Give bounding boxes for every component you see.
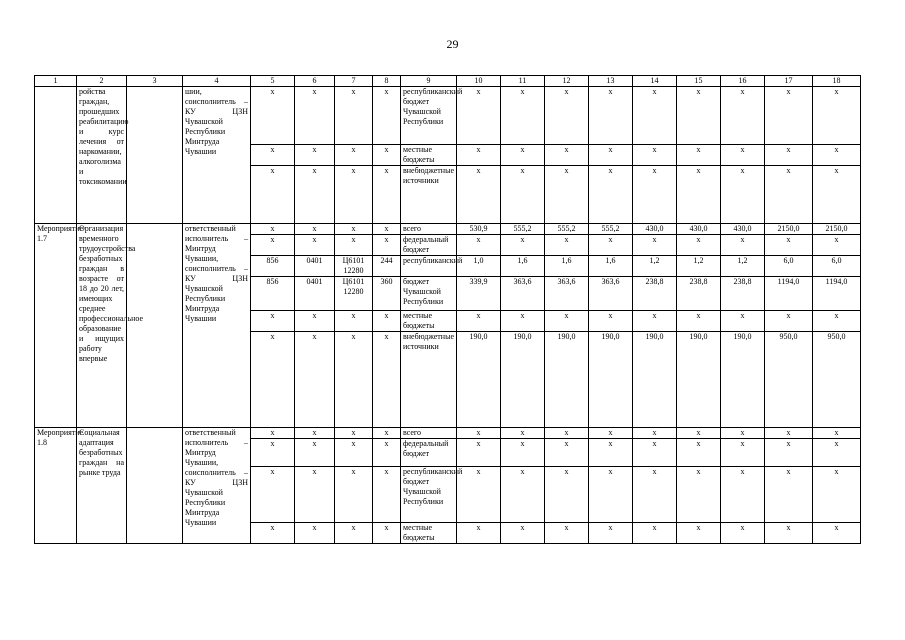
grbs-cell: x <box>251 428 295 439</box>
amount-cell: 238,8 <box>633 277 677 311</box>
funding-source-cell: федеральный бюджет <box>401 439 457 467</box>
target-article-cell: Ц6101 12280 <box>335 277 373 311</box>
expense-group-cell: 244 <box>373 256 401 277</box>
amount-cell: x <box>633 145 677 166</box>
amount-cell: x <box>501 87 545 145</box>
expense-group-cell: x <box>373 166 401 224</box>
header-cell: 15 <box>677 76 721 87</box>
event-name-cell: ройства граждан, прошедших реабилитацию и курс лечения от наркомании, алкоголизма и токсикомании <box>77 87 127 224</box>
grbs-cell: x <box>251 224 295 235</box>
amount-cell: x <box>721 428 765 439</box>
amount-cell: 190,0 <box>545 332 589 428</box>
amount-cell: 555,2 <box>545 224 589 235</box>
table-row <box>35 87 861 145</box>
amount-cell: x <box>677 467 721 523</box>
section-cell: x <box>295 428 335 439</box>
amount-cell: 1,2 <box>721 256 765 277</box>
table-row <box>35 428 861 439</box>
target-article-cell: x <box>335 145 373 166</box>
amount-cell: 2150,0 <box>813 224 861 235</box>
section-cell: x <box>295 523 335 544</box>
funding-source-cell: местные бюджеты <box>401 523 457 544</box>
expense-group-cell: x <box>373 428 401 439</box>
amount-cell: 950,0 <box>765 332 813 428</box>
amount-cell: x <box>545 87 589 145</box>
amount-cell: 190,0 <box>633 332 677 428</box>
amount-cell: x <box>765 311 813 332</box>
amount-cell: x <box>633 235 677 256</box>
amount-cell: 238,8 <box>677 277 721 311</box>
funding-source-cell: бюджет Чувашской Республики <box>401 277 457 311</box>
funding-source-cell: республиканский бюджет Чувашской Республики <box>401 467 457 523</box>
header-cell: 14 <box>633 76 677 87</box>
header-row <box>35 76 861 87</box>
amount-cell: x <box>721 145 765 166</box>
amount-cell: x <box>589 467 633 523</box>
amount-cell: x <box>813 523 861 544</box>
amount-cell: x <box>813 439 861 467</box>
amount-cell: x <box>545 523 589 544</box>
amount-cell: x <box>589 145 633 166</box>
amount-cell: 190,0 <box>677 332 721 428</box>
amount-cell: x <box>457 87 501 145</box>
target-article-cell: x <box>335 87 373 145</box>
amount-cell: x <box>545 311 589 332</box>
amount-cell: x <box>545 235 589 256</box>
amount-cell: 2150,0 <box>765 224 813 235</box>
amount-cell: 1,6 <box>545 256 589 277</box>
target-article-cell: x <box>335 166 373 224</box>
amount-cell: 339,9 <box>457 277 501 311</box>
amount-cell: x <box>813 428 861 439</box>
funding-source-cell: внебюджетные источники <box>401 166 457 224</box>
section-cell: x <box>295 224 335 235</box>
target-article-cell: x <box>335 235 373 256</box>
executor-cell: ответственный исполнитель – Минтруд Чувашии, соисполнитель – КУ ЦЗН Чувашской Республики Минтруда Чувашии <box>183 224 251 428</box>
amount-cell: x <box>721 311 765 332</box>
subprogram-cell <box>127 87 183 224</box>
amount-cell: x <box>677 311 721 332</box>
amount-cell: x <box>721 439 765 467</box>
section-cell: x <box>295 166 335 224</box>
funding-source-cell: республиканский <box>401 256 457 277</box>
page-number: 29 <box>446 37 459 51</box>
amount-cell: 430,0 <box>677 224 721 235</box>
amount-cell: x <box>813 235 861 256</box>
target-article-cell: x <box>335 428 373 439</box>
header-cell: 4 <box>183 76 251 87</box>
amount-cell: x <box>677 87 721 145</box>
header-cell: 17 <box>765 76 813 87</box>
grbs-cell: x <box>251 87 295 145</box>
funding-source-cell: всего <box>401 428 457 439</box>
amount-cell: x <box>589 428 633 439</box>
amount-cell: x <box>545 439 589 467</box>
amount-cell: x <box>457 523 501 544</box>
event-number-cell: Мероприятие 1.7 <box>35 224 77 428</box>
target-article-cell: x <box>335 467 373 523</box>
amount-cell: x <box>813 145 861 166</box>
subprogram-cell <box>127 428 183 544</box>
amount-cell: x <box>721 166 765 224</box>
header-cell: 10 <box>457 76 501 87</box>
event-name-cell: Организация временного трудоустройства безработных граждан в возрасте от 18 до 20 лет, имеющих среднее профессиональное образование и ищущих работу впервые <box>77 224 127 428</box>
grbs-cell: 856 <box>251 277 295 311</box>
event-name-cell: Социальная адаптация безработных граждан на рынке труда <box>77 428 127 544</box>
header-cell: 6 <box>295 76 335 87</box>
amount-cell: 430,0 <box>721 224 765 235</box>
amount-cell: x <box>457 311 501 332</box>
header-cell: 2 <box>77 76 127 87</box>
amount-cell: x <box>501 311 545 332</box>
amount-cell: x <box>589 523 633 544</box>
expense-group-cell: x <box>373 439 401 467</box>
grbs-cell: 856 <box>251 256 295 277</box>
header-cell: 8 <box>373 76 401 87</box>
amount-cell: x <box>457 439 501 467</box>
executor-cell: ответственный исполнитель – Минтруд Чувашии, соисполнитель – КУ ЦЗН Чувашской Республики Минтруда Чувашии <box>183 428 251 544</box>
grbs-cell: x <box>251 467 295 523</box>
amount-cell: x <box>545 166 589 224</box>
funding-source-cell: внебюджетные источники <box>401 332 457 428</box>
amount-cell: 363,6 <box>545 277 589 311</box>
amount-cell: x <box>765 145 813 166</box>
funding-source-cell: федеральный бюджет <box>401 235 457 256</box>
amount-cell: x <box>457 145 501 166</box>
amount-cell: x <box>633 87 677 145</box>
amount-cell: x <box>633 428 677 439</box>
amount-cell: x <box>813 467 861 523</box>
grbs-cell: x <box>251 332 295 428</box>
funding-source-cell: всего <box>401 224 457 235</box>
header-cell: 16 <box>721 76 765 87</box>
amount-cell: 363,6 <box>589 277 633 311</box>
target-article-cell: x <box>335 224 373 235</box>
expense-group-cell: x <box>373 87 401 145</box>
section-cell: x <box>295 235 335 256</box>
amount-cell: x <box>501 523 545 544</box>
amount-cell: x <box>721 235 765 256</box>
table-row <box>35 224 861 235</box>
header-cell: 11 <box>501 76 545 87</box>
amount-cell: x <box>589 87 633 145</box>
amount-cell: x <box>589 439 633 467</box>
amount-cell: x <box>677 166 721 224</box>
grbs-cell: x <box>251 523 295 544</box>
amount-cell: 1,2 <box>677 256 721 277</box>
section-cell: x <box>295 467 335 523</box>
amount-cell: x <box>589 235 633 256</box>
amount-cell: x <box>457 166 501 224</box>
header-cell: 1 <box>35 76 77 87</box>
amount-cell: x <box>457 428 501 439</box>
amount-cell: x <box>765 428 813 439</box>
amount-cell: x <box>545 428 589 439</box>
target-article-cell: x <box>335 311 373 332</box>
amount-cell: x <box>501 166 545 224</box>
amount-cell: x <box>677 428 721 439</box>
expense-group-cell: x <box>373 332 401 428</box>
amount-cell: 363,6 <box>501 277 545 311</box>
amount-cell: x <box>813 87 861 145</box>
amount-cell: 430,0 <box>633 224 677 235</box>
grbs-cell: x <box>251 166 295 224</box>
section-cell: 0401 <box>295 256 335 277</box>
amount-cell: x <box>765 439 813 467</box>
amount-cell: 190,0 <box>457 332 501 428</box>
funding-source-cell: местные бюджеты <box>401 311 457 332</box>
amount-cell: x <box>501 428 545 439</box>
target-article-cell: x <box>335 439 373 467</box>
event-number-cell: Мероприятие 1.8 <box>35 428 77 544</box>
amount-cell: x <box>677 145 721 166</box>
section-cell: x <box>295 145 335 166</box>
header-cell: 18 <box>813 76 861 87</box>
grbs-cell: x <box>251 439 295 467</box>
amount-cell: x <box>457 467 501 523</box>
amount-cell: 1,6 <box>589 256 633 277</box>
section-cell: x <box>295 332 335 428</box>
expense-group-cell: x <box>373 224 401 235</box>
expense-group-cell: x <box>373 523 401 544</box>
expense-group-cell: x <box>373 311 401 332</box>
amount-cell: x <box>765 87 813 145</box>
amount-cell: x <box>589 166 633 224</box>
amount-cell: x <box>501 235 545 256</box>
amount-cell: x <box>677 235 721 256</box>
amount-cell: x <box>721 87 765 145</box>
amount-cell: x <box>633 166 677 224</box>
amount-cell: x <box>765 523 813 544</box>
amount-cell: 190,0 <box>589 332 633 428</box>
amount-cell: x <box>765 166 813 224</box>
amount-cell: x <box>633 467 677 523</box>
executor-cell: шии, соисполнитель – КУ ЦЗН Чувашской Республики Минтруда Чувашии <box>183 87 251 224</box>
funding-source-cell: местные бюджеты <box>401 145 457 166</box>
amount-cell: 555,2 <box>501 224 545 235</box>
program-table <box>34 75 861 544</box>
grbs-cell: x <box>251 145 295 166</box>
header-cell: 12 <box>545 76 589 87</box>
amount-cell: x <box>765 235 813 256</box>
amount-cell: 190,0 <box>721 332 765 428</box>
amount-cell: x <box>545 145 589 166</box>
subprogram-cell <box>127 224 183 428</box>
header-cell: 3 <box>127 76 183 87</box>
target-article-cell: Ц6101 12280 <box>335 256 373 277</box>
header-cell: 5 <box>251 76 295 87</box>
amount-cell: x <box>677 523 721 544</box>
amount-cell: 1,2 <box>633 256 677 277</box>
amount-cell: x <box>721 523 765 544</box>
funding-source-cell: республиканский бюджет Чувашской Республики <box>401 87 457 145</box>
amount-cell: x <box>677 439 721 467</box>
amount-cell: 6,0 <box>765 256 813 277</box>
amount-cell: 1,6 <box>501 256 545 277</box>
amount-cell: 530,9 <box>457 224 501 235</box>
amount-cell: x <box>633 439 677 467</box>
expense-group-cell: x <box>373 235 401 256</box>
amount-cell: x <box>457 235 501 256</box>
amount-cell: x <box>721 467 765 523</box>
event-number-cell <box>35 87 77 224</box>
amount-cell: 6,0 <box>813 256 861 277</box>
amount-cell: 950,0 <box>813 332 861 428</box>
header-cell: 7 <box>335 76 373 87</box>
expense-group-cell: x <box>373 145 401 166</box>
amount-cell: 1,0 <box>457 256 501 277</box>
target-article-cell: x <box>335 332 373 428</box>
amount-cell: 555,2 <box>589 224 633 235</box>
grbs-cell: x <box>251 235 295 256</box>
target-article-cell: x <box>335 523 373 544</box>
amount-cell: x <box>813 166 861 224</box>
header-cell: 13 <box>589 76 633 87</box>
amount-cell: 190,0 <box>501 332 545 428</box>
section-cell: x <box>295 311 335 332</box>
amount-cell: x <box>633 523 677 544</box>
header-cell: 9 <box>401 76 457 87</box>
section-cell: 0401 <box>295 277 335 311</box>
amount-cell: x <box>633 311 677 332</box>
amount-cell: x <box>545 467 589 523</box>
amount-cell: x <box>765 467 813 523</box>
amount-cell: 238,8 <box>721 277 765 311</box>
expense-group-cell: x <box>373 467 401 523</box>
amount-cell: x <box>589 311 633 332</box>
amount-cell: x <box>501 467 545 523</box>
amount-cell: 1194,0 <box>813 277 861 311</box>
section-cell: x <box>295 439 335 467</box>
section-cell: x <box>295 87 335 145</box>
amount-cell: x <box>501 439 545 467</box>
amount-cell: x <box>813 311 861 332</box>
grbs-cell: x <box>251 311 295 332</box>
amount-cell: x <box>501 145 545 166</box>
expense-group-cell: 360 <box>373 277 401 311</box>
amount-cell: 1194,0 <box>765 277 813 311</box>
